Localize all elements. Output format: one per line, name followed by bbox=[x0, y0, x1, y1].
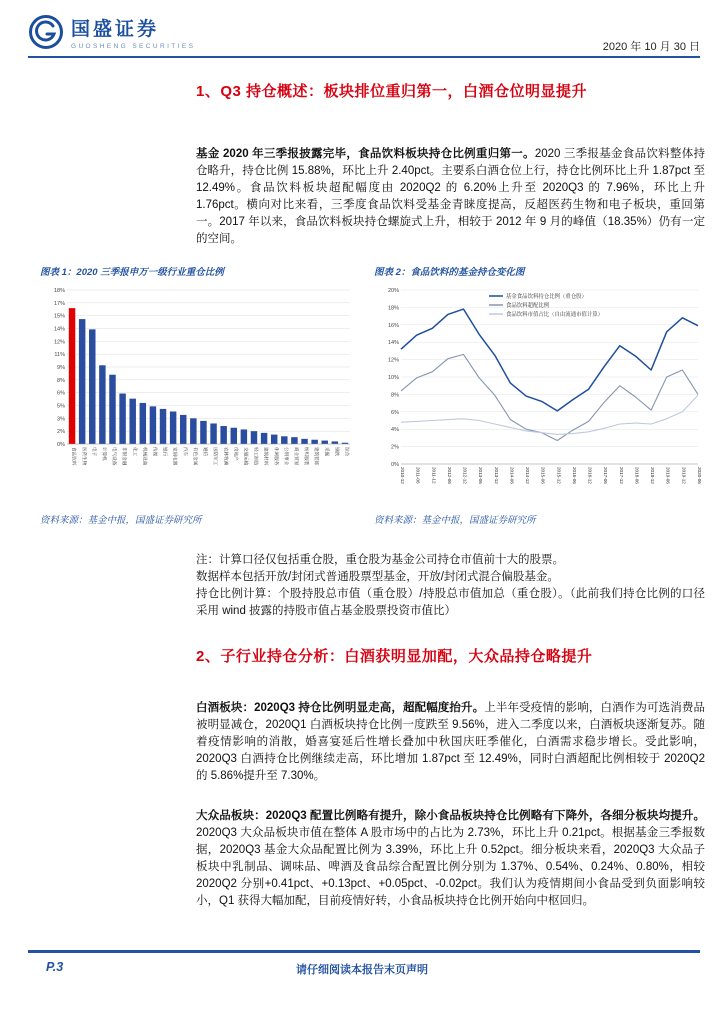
svg-text:12%: 12% bbox=[53, 339, 65, 346]
svg-text:2%: 2% bbox=[57, 429, 65, 436]
brand-text bbox=[71, 20, 195, 50]
svg-text:基金食品饮料持仓比例（重仓股）: 基金食品饮料持仓比例（重仓股） bbox=[506, 294, 587, 300]
svg-text:交通运输: 交通运输 bbox=[243, 447, 249, 466]
figure-1 bbox=[40, 264, 352, 526]
svg-text:2011-06: 2011-06 bbox=[415, 467, 421, 484]
guosheng-logo-icon bbox=[28, 14, 64, 55]
svg-text:纺织服装: 纺织服装 bbox=[304, 447, 310, 466]
report-header bbox=[28, 14, 700, 55]
svg-text:10%: 10% bbox=[387, 375, 399, 381]
svg-text:2%: 2% bbox=[391, 444, 399, 451]
mass-product-lead: 大众品板块：2020Q3 配置比例略有提升，除小食品板块持仓比例略有下降外，各细分板块均提升。 bbox=[196, 810, 705, 822]
figure-2 bbox=[374, 264, 704, 526]
svg-text:机械设备: 机械设备 bbox=[142, 447, 148, 466]
svg-text:18%: 18% bbox=[53, 288, 65, 294]
svg-text:建筑装饰: 建筑装饰 bbox=[314, 447, 320, 466]
brand-name: 国盛证券 bbox=[71, 18, 160, 40]
svg-text:8%: 8% bbox=[57, 377, 65, 384]
svg-text:2015-06: 2015-06 bbox=[540, 467, 546, 484]
svg-text:2013-06: 2013-06 bbox=[478, 467, 484, 484]
svg-text:2019-12: 2019-12 bbox=[681, 467, 687, 484]
brand-subtitle: GUOSHENG SECURITIES bbox=[71, 42, 196, 50]
svg-text:食品饮料市值占比（自由流通市值计算）: 食品饮料市值占比（自由流通市值计算） bbox=[506, 312, 604, 318]
svg-text:综合: 综合 bbox=[344, 447, 350, 457]
svg-text:16%: 16% bbox=[387, 322, 399, 329]
svg-text:12%: 12% bbox=[387, 357, 399, 364]
svg-text:房地产: 房地产 bbox=[233, 447, 239, 461]
svg-text:钢铁: 钢铁 bbox=[334, 447, 340, 457]
svg-text:2014-06: 2014-06 bbox=[509, 467, 515, 484]
section1-paragraph bbox=[196, 146, 705, 248]
svg-text:15%: 15% bbox=[53, 313, 65, 320]
footer-divider bbox=[28, 950, 700, 953]
section1-lead: 基金 2020 年三季报披露完毕，食品饮料板块持仓比例重归第一。 bbox=[196, 148, 535, 160]
svg-text:3%: 3% bbox=[57, 416, 65, 423]
svg-text:2016-06: 2016-06 bbox=[571, 467, 577, 484]
baijiu-lead: 白酒板块：2020Q3 持仓比例明显走高，超配幅度抬升。 bbox=[196, 702, 485, 714]
svg-text:非银金融: 非银金融 bbox=[122, 447, 128, 466]
svg-text:14%: 14% bbox=[53, 326, 65, 333]
section1-title: 1、Q3 持仓概述：板块排位重归第一，白酒仓位明显提升 bbox=[196, 83, 588, 100]
figure1-source: 资料来源：基金中报，国盛证券研究所 bbox=[40, 515, 202, 526]
svg-text:电子: 电子 bbox=[91, 447, 97, 457]
svg-text:20%: 20% bbox=[387, 288, 399, 294]
brand bbox=[28, 14, 195, 55]
svg-text:2018-12: 2018-12 bbox=[650, 467, 656, 484]
section2-title: 2、子行业持仓分析：白酒获明显加配，大众品持仓略提升 bbox=[196, 648, 593, 665]
svg-text:2020-06: 2020-06 bbox=[697, 467, 702, 484]
mass-product-body: 2020Q3 大众品板块市值在整体 A 股市场中的占比为 2.73%，环比上升 0.21pct。根据基金三季报数据，2020Q3 基金大众品配置比例为 3.39%，环比上升 0.52pct。细分板块来看，2020Q3 大众品子板块中乳制品、调味品、啤酒及食品综合配置比例分别为 1.37%、0.54%、0.24%、0.80%，相较 2020Q2 分别+0.41pct、+0.13pct、+0.05pct、-0.02pct。我们认为疫情期间小食品受到负面影响较小，Q1 获得大幅加配，目前疫情好转，小食品板块持仓比例开始向中枢回归。 bbox=[196, 827, 705, 907]
svg-text:0%: 0% bbox=[57, 442, 65, 448]
industry-holdings-bar-chart bbox=[40, 284, 352, 506]
note-line-2: 数据样本包括开放/封闭式普通股票型基金，开放/封闭式混合偏股基金。 bbox=[196, 571, 559, 583]
svg-text:食品饮料: 食品饮料 bbox=[71, 447, 77, 466]
svg-text:电气设备: 电气设备 bbox=[112, 447, 118, 466]
svg-text:2010-12: 2010-12 bbox=[400, 467, 405, 484]
svg-text:国防军工: 国防军工 bbox=[213, 447, 219, 466]
svg-text:2019-06: 2019-06 bbox=[665, 467, 671, 484]
svg-text:2015-12: 2015-12 bbox=[556, 467, 562, 484]
figure1-caption: 图表 1：2020 三季报申万一级行业重仓比例 bbox=[40, 267, 224, 278]
svg-text:有色金属: 有色金属 bbox=[192, 447, 198, 466]
svg-text:14%: 14% bbox=[387, 340, 399, 347]
svg-text:医药生物: 医药生物 bbox=[81, 447, 87, 466]
svg-text:银行: 银行 bbox=[162, 447, 168, 457]
baijiu-paragraph bbox=[196, 700, 705, 785]
svg-text:9%: 9% bbox=[57, 365, 65, 371]
svg-text:食品饮料超配比例: 食品饮料超配比例 bbox=[506, 303, 550, 309]
svg-text:11%: 11% bbox=[54, 352, 65, 359]
note-line-3: 持仓比例计算：个股持股总市值（重仓股）/持股总市值加总（重仓股）。（此前我们持仓比例的口径采用 wind 披露的持股市值占基金股票投资市值比） bbox=[196, 588, 705, 617]
svg-text:18%: 18% bbox=[387, 305, 399, 312]
svg-text:2018-06: 2018-06 bbox=[634, 467, 640, 484]
mass-product-paragraph bbox=[196, 808, 705, 910]
svg-text:汽车: 汽车 bbox=[182, 447, 188, 457]
svg-text:5%: 5% bbox=[57, 403, 65, 410]
page-number: P.3 bbox=[46, 960, 64, 974]
svg-text:8%: 8% bbox=[391, 392, 399, 399]
methodology-note bbox=[196, 552, 705, 620]
svg-text:2012-12: 2012-12 bbox=[462, 467, 468, 484]
svg-text:通信: 通信 bbox=[203, 447, 209, 457]
svg-text:商业贸易: 商业贸易 bbox=[294, 447, 300, 466]
svg-text:休闲服务: 休闲服务 bbox=[273, 447, 279, 466]
svg-text:2016-12: 2016-12 bbox=[587, 467, 593, 484]
header-divider bbox=[28, 56, 700, 58]
svg-text:化工: 化工 bbox=[132, 447, 138, 457]
svg-text:2014-12: 2014-12 bbox=[525, 467, 531, 484]
holdings-trend-line-chart bbox=[374, 284, 704, 506]
svg-text:农林牧渔: 农林牧渔 bbox=[223, 447, 229, 466]
svg-text:0%: 0% bbox=[391, 462, 399, 468]
section1-body: 2020 三季报基金食品饮料整体持仓略升，持仓比例 15.88%，环比上升 2.40pct。主要系白酒仓位上行，持仓比例环比上升 1.87pct 至 12.49%。食品饮料板块超配幅度由 2020Q2 的 6.20%上升至 2020Q3 的 7.96%，环比上升 1.76pct。横向对比来看，三季度食品饮料受基金青睐度提高，反超医药生物和电子板块，重回第一。2017 年以来，食品饮料板块持仓螺旋式上升，相较于 2012 年 9 月的峰值（18.35%）仍有一定的空间。 bbox=[196, 148, 705, 245]
svg-text:公用事业: 公用事业 bbox=[283, 447, 289, 466]
svg-text:传媒: 传媒 bbox=[152, 447, 158, 457]
figure2-caption: 图表 2：食品饮料的基金持仓变化图 bbox=[374, 267, 525, 278]
svg-text:轻工制造: 轻工制造 bbox=[253, 447, 259, 466]
svg-text:6%: 6% bbox=[57, 390, 65, 397]
svg-text:计算机: 计算机 bbox=[101, 447, 107, 461]
baijiu-body: 上半年受疫情的影响，白酒作为可选消费品被明显减仓，2020Q1 白酒板块持仓比例一度跌至 9.56%，进入二季度以来，白酒板块逐渐复苏。随着疫情影响的消散，婚喜宴延后性增长叠加中秋国庆旺季催化，白酒需求稳步增长。受此影响，2020Q3 白酒持仓比例继续走高，环比增加 1.87pct 至 12.49%，同时白酒超配比例相较于 2020Q2 的 5.86%提升至 7.30%。 bbox=[196, 702, 706, 782]
svg-text:建筑材料: 建筑材料 bbox=[263, 447, 269, 466]
svg-text:2012-06: 2012-06 bbox=[446, 467, 452, 484]
note-line-1: 注：计算口径仅包括重仓股，重仓股为基金公司持仓市值前十大的股票。 bbox=[196, 554, 564, 566]
figure2-source: 资料来源：基金中报，国盛证券研究所 bbox=[374, 515, 536, 526]
svg-text:2017-06: 2017-06 bbox=[603, 467, 609, 484]
svg-text:2013-12: 2013-12 bbox=[493, 467, 499, 484]
svg-text:2017-12: 2017-12 bbox=[618, 467, 624, 484]
svg-text:家用电器: 家用电器 bbox=[172, 447, 178, 466]
svg-text:2011-12: 2011-12 bbox=[431, 467, 437, 484]
report-date: 2020 年 10 月 30 日 bbox=[602, 41, 700, 53]
svg-text:6%: 6% bbox=[391, 409, 399, 416]
svg-text:4%: 4% bbox=[391, 427, 399, 434]
svg-text:采掘: 采掘 bbox=[324, 447, 330, 457]
svg-text:17%: 17% bbox=[53, 300, 65, 307]
footer-disclaimer: 请仔细阅读本报告末页声明 bbox=[296, 964, 428, 976]
